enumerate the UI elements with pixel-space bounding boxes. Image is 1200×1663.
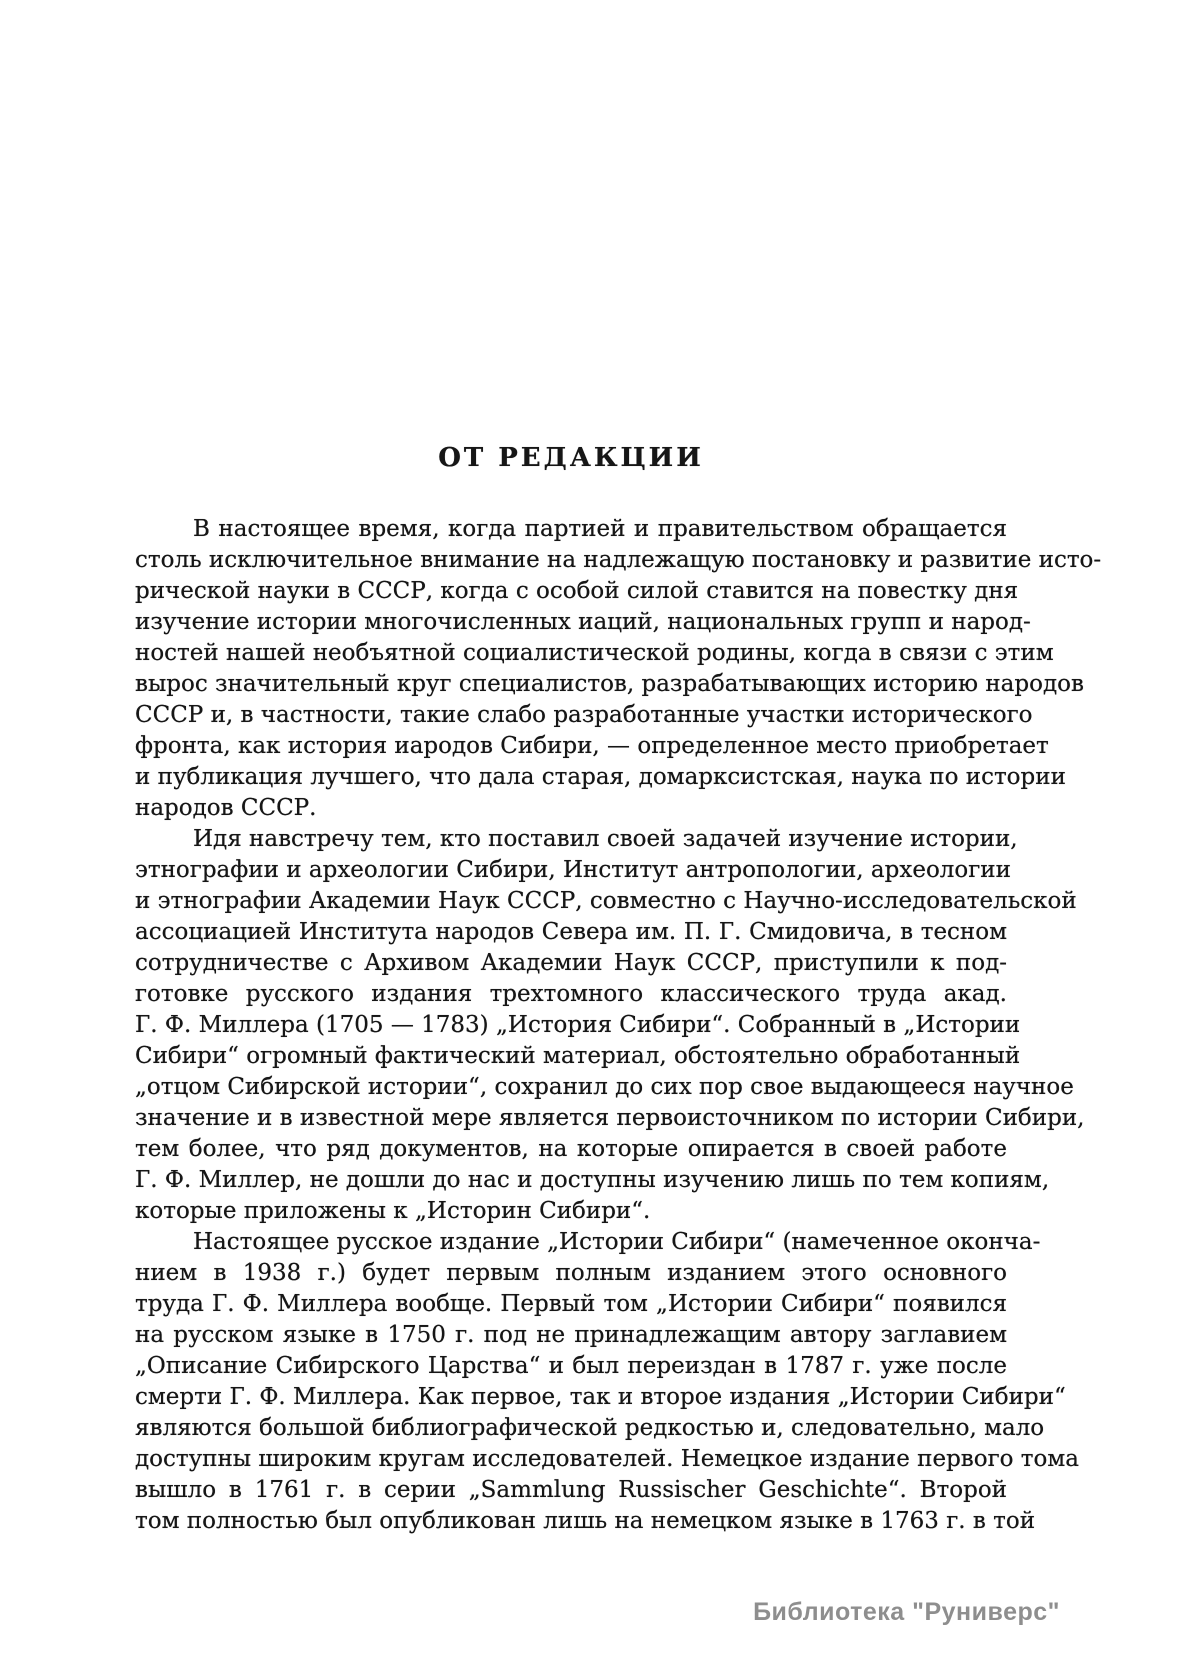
text-line: являются большой библиографической редкостью и, следовательно, мало	[135, 1415, 1045, 1441]
text-line: „отцом Сибирской истории“, сохранил до сих пор свое выдающееся научное	[135, 1074, 1074, 1100]
page-title: ОТ РЕДАКЦИИ	[438, 443, 704, 473]
text-line: значение и в известной мере является первоисточником по истории Сибири,	[135, 1105, 1085, 1131]
text-line: „Описание Сибирского Царства“ и был переиздан в 1787 г. уже после	[135, 1353, 1007, 1379]
text-line: вышло в 1761 г. в серии „Sammlung Russischer Geschichte“. Второй	[135, 1477, 1007, 1503]
text-line: том полностью был опубликован лишь на немецком языке в 1763 г. в той	[135, 1508, 1036, 1534]
text-line: труда Г. Ф. Миллера вообще. Первый том „Истории Сибири“ появился	[135, 1291, 1007, 1317]
text-line: фронта, как история иародов Сибири, — определенное место приобретает	[135, 733, 1049, 759]
library-watermark: Библиотека "Руниверс"	[753, 1598, 1060, 1626]
text-line: ностей нашей необъятной социалистической родины, когда в связи с этим	[135, 640, 1054, 666]
paragraph	[135, 1227, 1079, 1537]
text-line: В настоящее время, когда партией и правительством обращается	[193, 516, 1007, 542]
text-line: Настоящее русское издание „Истории Сибири“ (намеченное оконча-	[193, 1229, 1041, 1255]
text-line: СССР и, в частности, такие слабо разработанные участки исторического	[135, 702, 1033, 728]
paragraph	[135, 514, 1102, 824]
text-line: Г. Ф. Миллер, не дошли до нас и доступны изучению лишь по тем копиям,	[135, 1167, 1050, 1193]
text-line: этнографии и археологии Сибири, Институт антропологии, археологии	[135, 857, 1011, 883]
text-line: тем более, что ряд документов, на которые опирается в своей работе	[135, 1136, 1007, 1162]
text-line: Сибири“ огромный фактический материал, обстоятельно обработанный	[135, 1043, 1021, 1069]
text-line: и публикация лучшего, что дала старая, домарксистская, наука по истории	[135, 764, 1066, 790]
text-line: ассоциацией Института народов Севера им. П. Г. Смидовича, в тесном	[135, 919, 1007, 945]
text-line: и этнографии Академии Наук СССР, совместно с Научно-исследовательской	[135, 888, 1077, 914]
text-line: смерти Г. Ф. Миллера. Как первое, так и второе издания „Истории Сибири“	[135, 1384, 1066, 1410]
text-line: сотрудничестве с Архивом Академии Наук СССР, приступили к под-	[135, 950, 1007, 976]
text-line: Г. Ф. Миллера (1705 — 1783) „История Сибири“. Собранный в „Истории	[135, 1012, 1021, 1038]
text-line: которые приложены к „Историн Сибири“.	[135, 1198, 651, 1224]
text-line: вырос значительный круг специалистов, разрабатывающих историю народов	[135, 671, 1084, 697]
text-line: готовке русского издания трехтомного классического труда акад.	[135, 981, 1007, 1007]
text-line: на русском языке в 1750 г. под не принадлежащим автору заглавием	[135, 1322, 1007, 1348]
text-line: столь исключительное внимание на надлежащую постановку и развитие исто-	[135, 547, 1102, 573]
text-line: доступны широким кругам исследователей. Немецкое издание первого тома	[135, 1446, 1079, 1472]
text-line: Идя навстречу тем, кто поставил своей задачей изучение истории,	[193, 826, 1018, 852]
paragraph	[135, 824, 1085, 1227]
text-line: рической науки в СССР, когда с особой силой ставится на повестку дня	[135, 578, 1019, 604]
text-line: нием в 1938 г.) будет первым полным изданием этого основного	[135, 1260, 1007, 1286]
text-line: изучение истории многочисленных иаций, национальных групп и народ-	[135, 609, 1031, 635]
text-line: народов СССР.	[135, 795, 317, 821]
text-block	[135, 514, 1102, 1537]
